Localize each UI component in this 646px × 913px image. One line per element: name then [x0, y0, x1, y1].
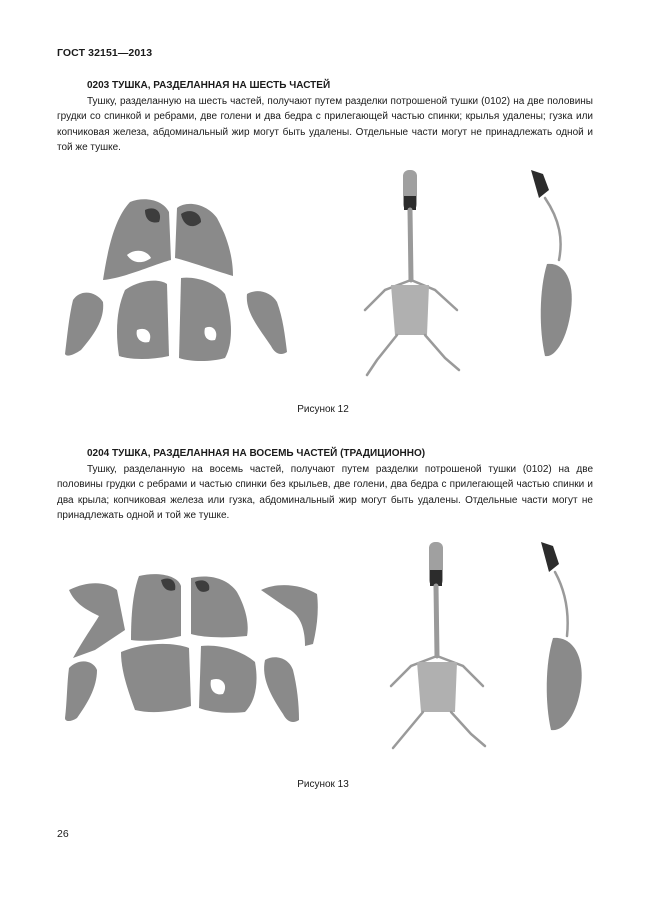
drumstick-right [264, 657, 299, 722]
breast-half-left [117, 281, 169, 359]
page-number: 26 [57, 828, 69, 840]
breast-back-half-left [103, 199, 171, 280]
leg-right [247, 291, 287, 354]
section-title-0204: 0204 ТУШКА, РАЗДЕЛАННАЯ НА ВОСЕМЬ ЧАСТЕЙ (ТРАДИЦИОННО) [87, 448, 426, 459]
leg-left [65, 293, 103, 356]
wing-right [261, 585, 318, 646]
figure-12-caption: Рисунок 12 [297, 404, 349, 415]
carcass-side [541, 264, 572, 356]
thigh-back-right [199, 646, 257, 713]
thigh-back-left [121, 644, 191, 712]
wing-left [69, 583, 125, 658]
section-text-0203: Тушку, разделанную на шесть частей, получают путем разделки потрошеной тушки (0102) на две половины грудки со спинкой и ребрами, две голени и два бедра с прилегающей частью спинки; крылья удалены; гузка или копчиковая железа, абдоминальный жир могут быть удалены. Отдельные части могут не принадлежать одной и той же тушке. [57, 96, 593, 153]
document-header: ГОСТ 32151—2013 [57, 47, 153, 59]
breast-half-right [179, 278, 231, 361]
carcass-side [547, 638, 582, 730]
figure-13-image [55, 530, 595, 755]
section-text-0204: Тушку, разделанную на восемь частей, получают путем разделки потрошеной тушки (0102) на две половины грудки с ребрами и частью спинки без крыльев, две голени, два бедра с прилегающей частью спинки и два крыла; копчиковая железа или гузка, абдоминальный жир могут быть удалены. Отдельные части могут не принадлежать одной и той же тушке. [57, 464, 593, 521]
section-title-0203: 0203 ТУШКА, РАЗДЕЛАННАЯ НА ШЕСТЬ ЧАСТЕЙ [87, 80, 331, 91]
drumstick-left [65, 661, 97, 721]
figure-12-image [55, 160, 595, 385]
figure-13-caption: Рисунок 13 [297, 779, 349, 790]
